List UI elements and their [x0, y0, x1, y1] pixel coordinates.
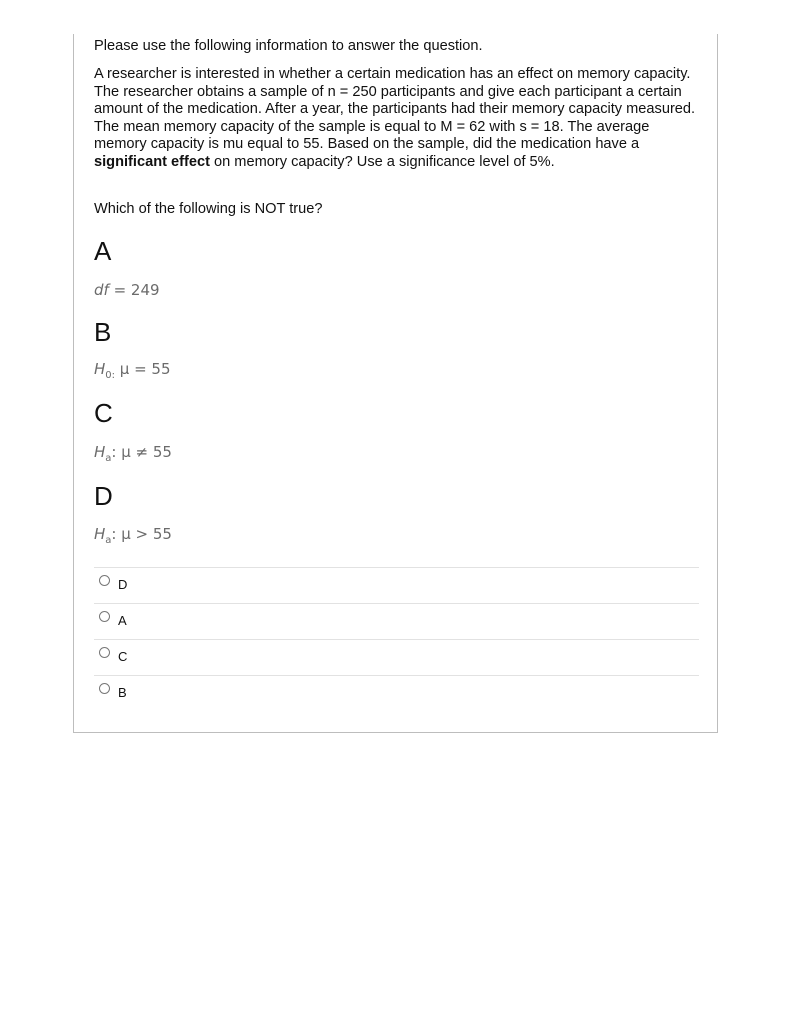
option-b-formula [94, 360, 171, 381]
answer-choice-label: B [118, 685, 127, 700]
option-b-formula-main: H [94, 360, 106, 378]
intro-text: Please use the following information to answer the question. [94, 38, 483, 54]
radio-button[interactable] [99, 575, 110, 586]
option-d-formula-main: H [94, 525, 106, 543]
radio-button[interactable] [99, 647, 110, 658]
option-c-formula [94, 443, 172, 464]
radio-button[interactable] [99, 683, 110, 694]
passage-text-end: on memory capacity? Use a significance level of 5%. [209, 153, 555, 170]
question-panel [73, 34, 718, 733]
passage-text [94, 66, 696, 172]
option-d-formula-sub: a [105, 535, 112, 546]
question-prompt: Which of the following is NOT true? [94, 201, 323, 217]
option-a-formula-main: df [94, 281, 109, 299]
radio-button[interactable] [99, 611, 110, 622]
option-b-formula-rest: μ = 55 [115, 360, 171, 378]
option-c-formula-main: H [94, 443, 106, 461]
option-c-formula-sub: a [105, 453, 112, 464]
option-c-formula-rest: : μ ≠ 55 [111, 443, 172, 461]
answer-choice-b[interactable] [94, 675, 699, 711]
passage-bold-text: significant effect [94, 153, 210, 170]
option-a-formula [94, 281, 160, 299]
answer-choice-c[interactable] [94, 639, 699, 675]
answer-choice-a[interactable] [94, 603, 699, 639]
option-d-letter: D [94, 481, 113, 511]
answer-choices [94, 567, 699, 711]
passage-text-start: A researcher is interested in whether a certain medication has an effect on memory capacity. The researcher obtains a sample of n = 250 participants and give each participant a certain amount of the medication. After a year, the participants had their memory capacity measured. The mean memory capacity of the sample is equal to M = 62 with s = 18. The average memory capacity is mu equal to 55. Based on the sample, did the medication have a [94, 66, 696, 153]
option-b-formula-sub: 0: [105, 370, 116, 381]
option-c-letter: C [94, 398, 113, 428]
option-a-formula-rest: = 249 [108, 281, 160, 299]
answer-choice-label: D [118, 577, 128, 592]
option-b-letter: B [94, 317, 112, 347]
option-d-formula-rest: : μ > 55 [111, 525, 172, 543]
option-d-formula [94, 525, 172, 546]
answer-choice-label: A [118, 613, 127, 628]
option-a-letter: A [94, 236, 112, 266]
answer-choice-d[interactable] [94, 567, 699, 603]
answer-choice-label: C [118, 649, 128, 664]
